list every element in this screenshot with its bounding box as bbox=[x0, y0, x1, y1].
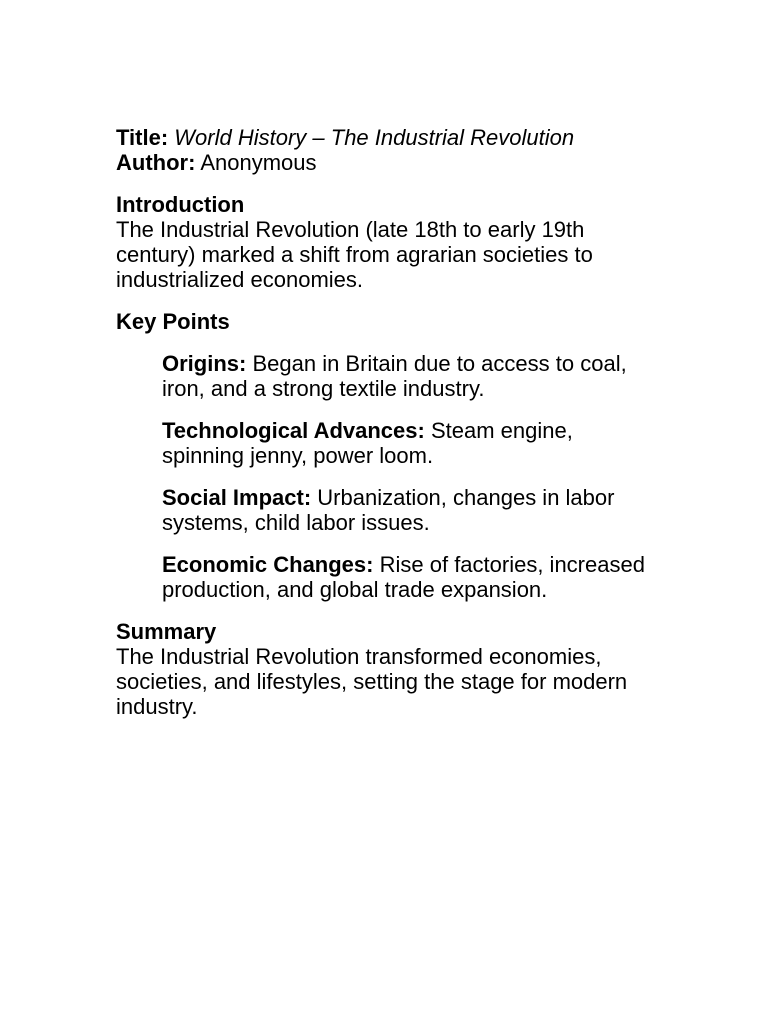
key-point-label: Origins: bbox=[162, 351, 247, 376]
summary-text: The Industrial Revolution transformed economies, societies, and lifestyles, setting the stage for modern industry. bbox=[116, 644, 628, 719]
introduction-text: The Industrial Revolution (late 18th to early 19th century) marked a shift from agrarian societies to industrialized economies. bbox=[116, 217, 593, 292]
summary-heading: Summary bbox=[116, 619, 217, 644]
key-point-label: Social Impact: bbox=[162, 485, 312, 510]
key-point-economic-changes bbox=[162, 552, 656, 602]
introduction-heading: Introduction bbox=[116, 192, 245, 217]
author-label: Author: bbox=[116, 150, 196, 175]
key-point-text: Rise of factories, increased production, and global trade expansion. bbox=[162, 552, 645, 602]
key-point-technological-advances bbox=[162, 418, 656, 468]
key-point-label: Technological Advances: bbox=[162, 418, 425, 443]
key-point-text: Steam engine, spinning jenny, power loom. bbox=[162, 418, 573, 468]
title-value: World History – The Industrial Revolution bbox=[174, 125, 575, 150]
key-point-origins bbox=[162, 351, 656, 401]
key-point-text: Began in Britain due to access to coal, iron, and a strong textile industry. bbox=[162, 351, 627, 401]
author-value: Anonymous bbox=[200, 150, 317, 175]
title-line bbox=[116, 125, 656, 150]
author-line bbox=[116, 150, 656, 175]
key-point-text: Urbanization, changes in labor systems, child labor issues. bbox=[162, 485, 615, 535]
title-label: Title: bbox=[116, 125, 169, 150]
key-points-list bbox=[116, 351, 656, 602]
key-point-label: Economic Changes: bbox=[162, 552, 374, 577]
document-page bbox=[116, 125, 656, 719]
key-points-heading: Key Points bbox=[116, 309, 230, 334]
document-header bbox=[116, 125, 656, 175]
key-point-social-impact bbox=[162, 485, 656, 535]
